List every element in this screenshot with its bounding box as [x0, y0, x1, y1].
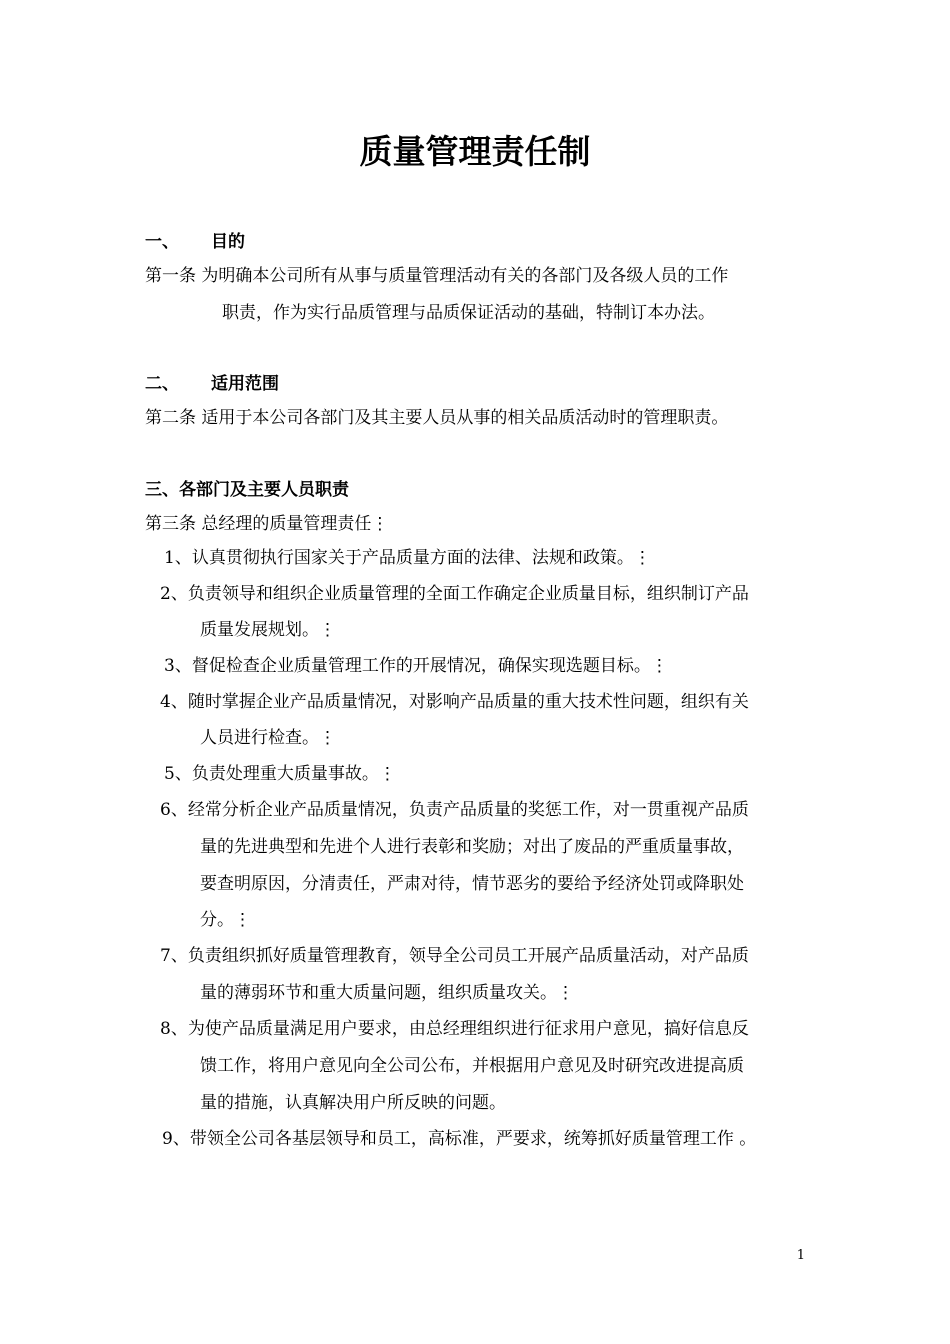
list-item-continuation: 量的措施，认真解决用户所反映的问题。 — [200, 1093, 506, 1113]
section-title: 适用范围 — [211, 374, 279, 394]
list-item: 8、为使产品质量满足用户要求，由总经理组织进行征求用户意见，搞好信息反 — [160, 1019, 749, 1039]
list-item-continuation: 量的薄弱环节和重大质量问题，组织质量攻关。⋮ — [200, 983, 574, 1003]
list-item-continuation: 要查明原因，分清责任，严肃对待，情节恶劣的要给予经济处罚或降职处 — [200, 874, 744, 894]
list-item: 2、负责领导和组织企业质量管理的全面工作确定企业质量目标，组织制订产品 — [160, 584, 749, 604]
page-number: 1 — [796, 1248, 805, 1263]
list-item-continuation: 人员进行检查。⋮ — [200, 728, 336, 748]
article-1-line-2: 职责，作为实行品质管理与品质保证活动的基础，特制订本办法。 — [222, 303, 715, 323]
section-heading-responsibilities: 三、各部门及主要人员职责 — [145, 480, 349, 500]
list-item: 3、督促检查企业质量管理工作的开展情况，确保实现选题目标。⋮ — [164, 656, 668, 676]
list-item: 6、经常分析企业产品质量情况，负责产品质量的奖惩工作，对一贯重视产品质 — [160, 800, 749, 820]
list-item: 7、负责组织抓好质量管理教育，领导全公司员工开展产品质量活动，对产品质 — [160, 946, 749, 966]
list-item: 5、负责处理重大质量事故。⋮ — [164, 764, 396, 784]
article-1-line-1: 第一条 为明确本公司所有从事与质量管理活动有关的各部门及各级人员的工作 — [145, 266, 729, 286]
list-item-continuation: 量的先进典型和先进个人进行表彰和奖励；对出了废品的严重质量事故， — [200, 837, 744, 857]
section-title: 目的 — [211, 232, 245, 252]
list-item-continuation: 馈工作，将用户意见向全公司公布，并根据用户意见及时研究改进提高质 — [200, 1056, 744, 1076]
list-item-continuation: 分。⋮ — [200, 910, 251, 930]
document-title: 质量管理责任制 — [359, 132, 591, 171]
list-item: 4、随时掌握企业产品质量情况，对影响产品质量的重大技术性问题，组织有关 — [160, 692, 749, 712]
list-item: 9、带领全公司各基层领导和员工，高标准，严要求，统筹抓好质量管理工作 。 — [162, 1129, 757, 1149]
article-3-intro: 第三条 总经理的质量管理责任⋮ — [145, 514, 389, 534]
section-number: 二、 — [145, 374, 179, 394]
list-item-continuation: 质量发展规划。⋮ — [200, 620, 336, 640]
list-item: 1、认真贯彻执行国家关于产品质量方面的法律、法规和政策。⋮ — [164, 548, 651, 568]
section-number: 一、 — [145, 232, 179, 252]
article-2: 第二条 适用于本公司各部门及其主要人员从事的相关品质活动时的管理职责。 — [145, 408, 729, 428]
section-heading-scope — [145, 372, 279, 396]
section-heading-purpose — [145, 230, 245, 254]
